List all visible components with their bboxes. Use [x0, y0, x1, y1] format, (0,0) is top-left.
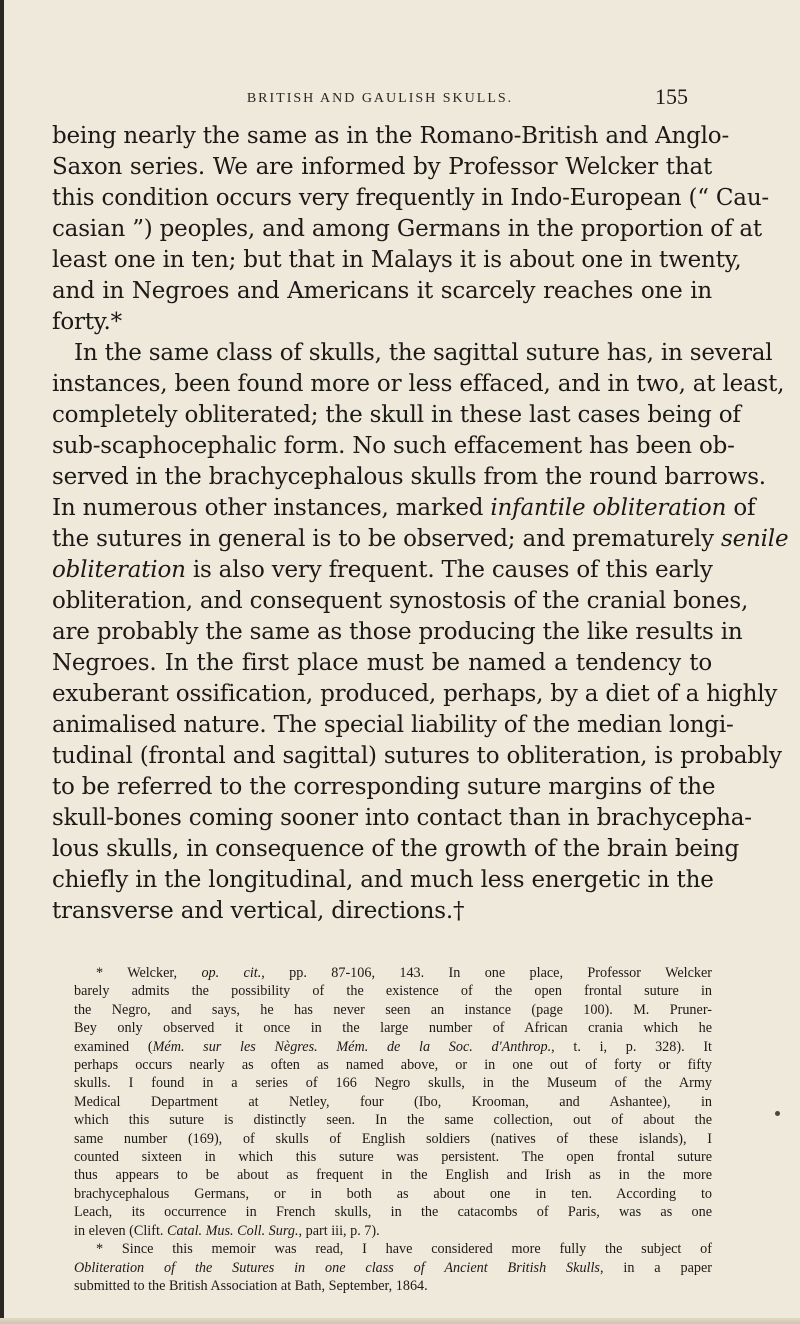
footnote-line: which this suture is distinctly seen. In the same collection, out of about the	[74, 1112, 712, 1129]
text-line: completely obliterated; the skull in these last cases being of	[52, 402, 741, 428]
text-line: this condition occurs very frequently in Indo-European (“ Cau-	[52, 185, 770, 211]
footnote-line: skulls. I found in a series of 166 Negro skulls, in the Museum of the Army	[74, 1075, 712, 1092]
footnote-line: thus appears to be about as frequent in the English and Irish as in the more	[74, 1167, 712, 1184]
footnote-line: counted sixteen in which this suture was persistent. The open frontal suture	[74, 1149, 712, 1166]
text-line: instances, been found more or less effaced, and in two, at least,	[52, 371, 785, 397]
text-line	[52, 493, 756, 524]
text-line: animalised nature. The special liability of the median longi-	[52, 712, 734, 738]
italic-title: Obliteration of the Sutures in one class of Ancient British Skulls	[74, 1259, 600, 1276]
text-line: chiefly in the longitudinal, and much less energetic in the	[52, 867, 714, 893]
text-run: examined (	[74, 1038, 153, 1055]
text-line: exuberant ossification, produced, perhaps, by a diet of a highly	[52, 681, 778, 707]
footnote-line	[52, 964, 712, 982]
footnote-line: brachycephalous Germans, or in both as about one in ten. According to	[74, 1185, 712, 1202]
text-line: Saxon series. We are informed by Professor Welcker that	[52, 154, 712, 180]
text-run: the sutures in general is to be observed; and prematurely	[52, 526, 722, 552]
text-run: , part iii, p. 7).	[298, 1222, 380, 1239]
running-head: BRITISH AND GAULISH SKULLS.	[246, 91, 514, 106]
body-text	[52, 121, 789, 927]
text-line: In the same class of skulls, the sagittal suture has, in several	[74, 340, 773, 366]
italic-citation: Catal. Mus. Coll. Surg.	[166, 1222, 299, 1239]
footnote-line: perhaps occurs nearly as often as named above, or in one out of forty or fifty	[74, 1057, 712, 1074]
footnote-line: Bey only observed it once in the large number of African crania which he	[74, 1020, 712, 1037]
text-run: , pp. 87-106, 143. In one place, Professor Welcker	[261, 965, 712, 981]
text-run: in eleven (Clift.	[74, 1222, 167, 1239]
text-line: transverse and vertical, directions.†	[52, 898, 465, 924]
footnote-line: Medical Department at Netley, four (Ibo, Krooman, and Ashantee), in	[74, 1093, 712, 1110]
text-line: to be referred to the corresponding suture margins of the	[52, 774, 716, 800]
page-number: 155	[655, 84, 688, 109]
text-line: and in Negroes and Americans it scarcely reaches one in	[52, 278, 712, 304]
text-line	[52, 524, 789, 555]
margin-dot	[775, 1111, 780, 1116]
page-gutter-edge	[0, 0, 4, 1324]
italic-term: op. cit.	[201, 965, 262, 981]
page-bottom-edge	[0, 1318, 800, 1324]
footnote-line	[52, 1038, 712, 1056]
text-line: are probably the same as those producing the like results in	[52, 619, 743, 645]
paragraph-2	[52, 338, 789, 927]
text-line: tudinal (frontal and sagittal) sutures to obliteration, is probably	[52, 743, 782, 769]
italic-term: senile	[721, 526, 789, 552]
text-line	[52, 555, 712, 586]
text-line: sub-scaphocephalic form. No such effacement has been ob-	[52, 433, 735, 459]
text-line: casian ”) peoples, and among Germans in the proportion of at	[52, 216, 762, 242]
text-line: forty.*	[52, 309, 122, 335]
footnote-line: the Negro, and says, he has never seen an instance (page 100). M. Pruner-	[74, 1001, 712, 1018]
text-run: of	[726, 495, 756, 521]
text-line: served in the brachycephalous skulls from the round barrows.	[52, 464, 766, 490]
text-run: is also very frequent. The causes of this early	[185, 557, 713, 583]
footnote-line: * Since this memoir was read, I have considered more fully the subject of	[96, 1241, 712, 1258]
footnotes	[52, 964, 712, 1295]
paragraph-1	[52, 121, 770, 338]
text-line: Negroes. In the first place must be named a tendency to	[52, 650, 712, 676]
text-line: lous skulls, in consequence of the growth of the brain being	[52, 836, 740, 862]
italic-term: infantile obliteration	[490, 495, 727, 521]
text-run: , in a paper	[599, 1259, 712, 1276]
italic-citation: Mém. sur les Nègres. Mém. de la Soc. d'Anthrop.	[152, 1038, 552, 1055]
text-line: skull-bones coming sooner into contact than in brachycepha-	[52, 805, 752, 831]
text-line: obliteration, and consequent synostosis of the cranial bones,	[52, 588, 749, 614]
text-line: least one in ten; but that in Malays it is about one in twenty,	[52, 247, 742, 273]
footnote-line: submitted to the British Association at Bath, September, 1864.	[74, 1277, 428, 1294]
text-run: , t. i, p. 328). It	[551, 1038, 712, 1055]
footnote-line: same number (169), of skulls of English soldiers (natives of these islands), I	[74, 1130, 712, 1147]
footnote-1	[52, 964, 712, 1240]
footnote-2	[52, 1240, 712, 1295]
footnote-line: barely admits the possibility of the existence of the open frontal suture in	[74, 983, 712, 1000]
italic-term: obliteration	[52, 557, 186, 583]
text-line: being nearly the same as in the Romano-British and Anglo-	[52, 123, 730, 149]
footnote-line: Leach, its occurrence in French skulls, in the catacombs of Paris, was as one	[74, 1204, 712, 1221]
footnote-line	[52, 1222, 712, 1240]
footnote-line	[52, 1259, 712, 1277]
text-run: * Welcker,	[96, 965, 202, 981]
text-run: In numerous other instances, marked	[52, 495, 491, 521]
